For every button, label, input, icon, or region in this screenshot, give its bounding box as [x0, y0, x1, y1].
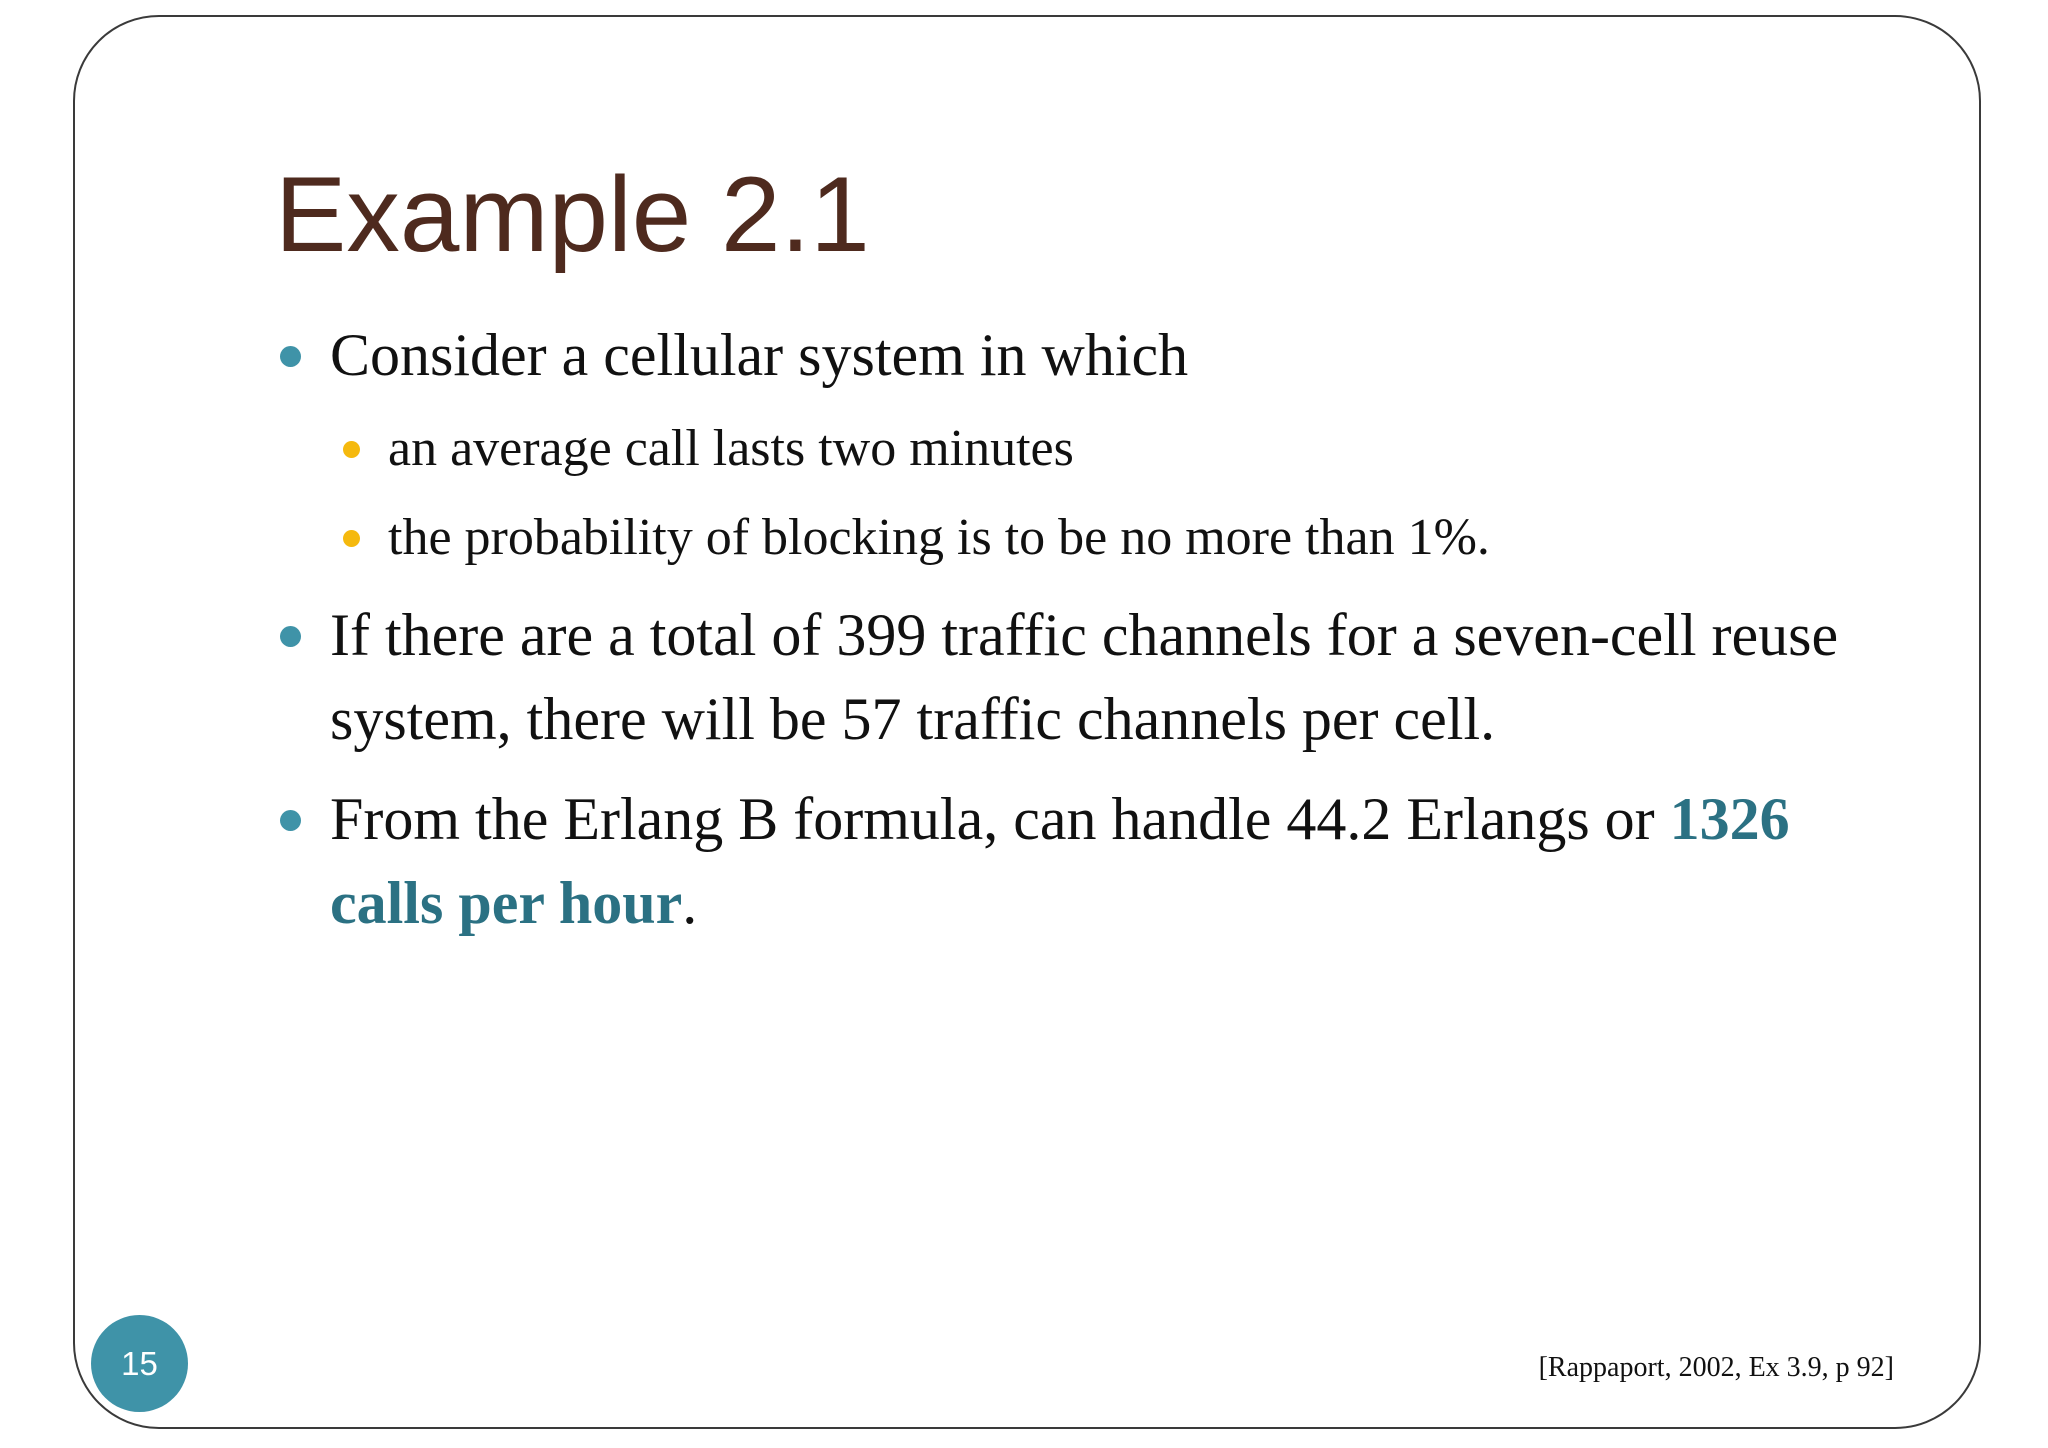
- bullet-dot-icon: [280, 346, 301, 367]
- bullet-text: [330, 777, 1900, 945]
- bullet-text-tail: .: [682, 870, 698, 936]
- page-number-badge: 15: [91, 1315, 188, 1412]
- sub-bullet-text: an average call lasts two minutes: [388, 420, 1074, 477]
- slide-title: Example 2.1: [275, 154, 870, 274]
- bullet-text: Consider a cellular system in which: [330, 322, 1189, 388]
- sub-bullet-dot-icon: [343, 441, 360, 458]
- bullet-dot-icon: [280, 810, 301, 831]
- bullet-text: If there are a total of 399 traffic channels for a seven-cell reuse system, there will be 57 traffic channels per cell.: [330, 602, 1839, 752]
- bullet-text-lead: From the Erlang B formula, can handle 44.2 Erlangs or: [330, 786, 1670, 852]
- sub-bullet-dot-icon: [343, 530, 360, 547]
- highlighted-result: 1326 calls per hour: [330, 786, 1790, 936]
- bullet-dot-icon: [280, 626, 301, 647]
- citation: [Rappaport, 2002, Ex 3.9, p 92]: [1538, 1352, 1894, 1383]
- sub-bullet-text: the probability of blocking is to be no more than 1%.: [388, 509, 1490, 566]
